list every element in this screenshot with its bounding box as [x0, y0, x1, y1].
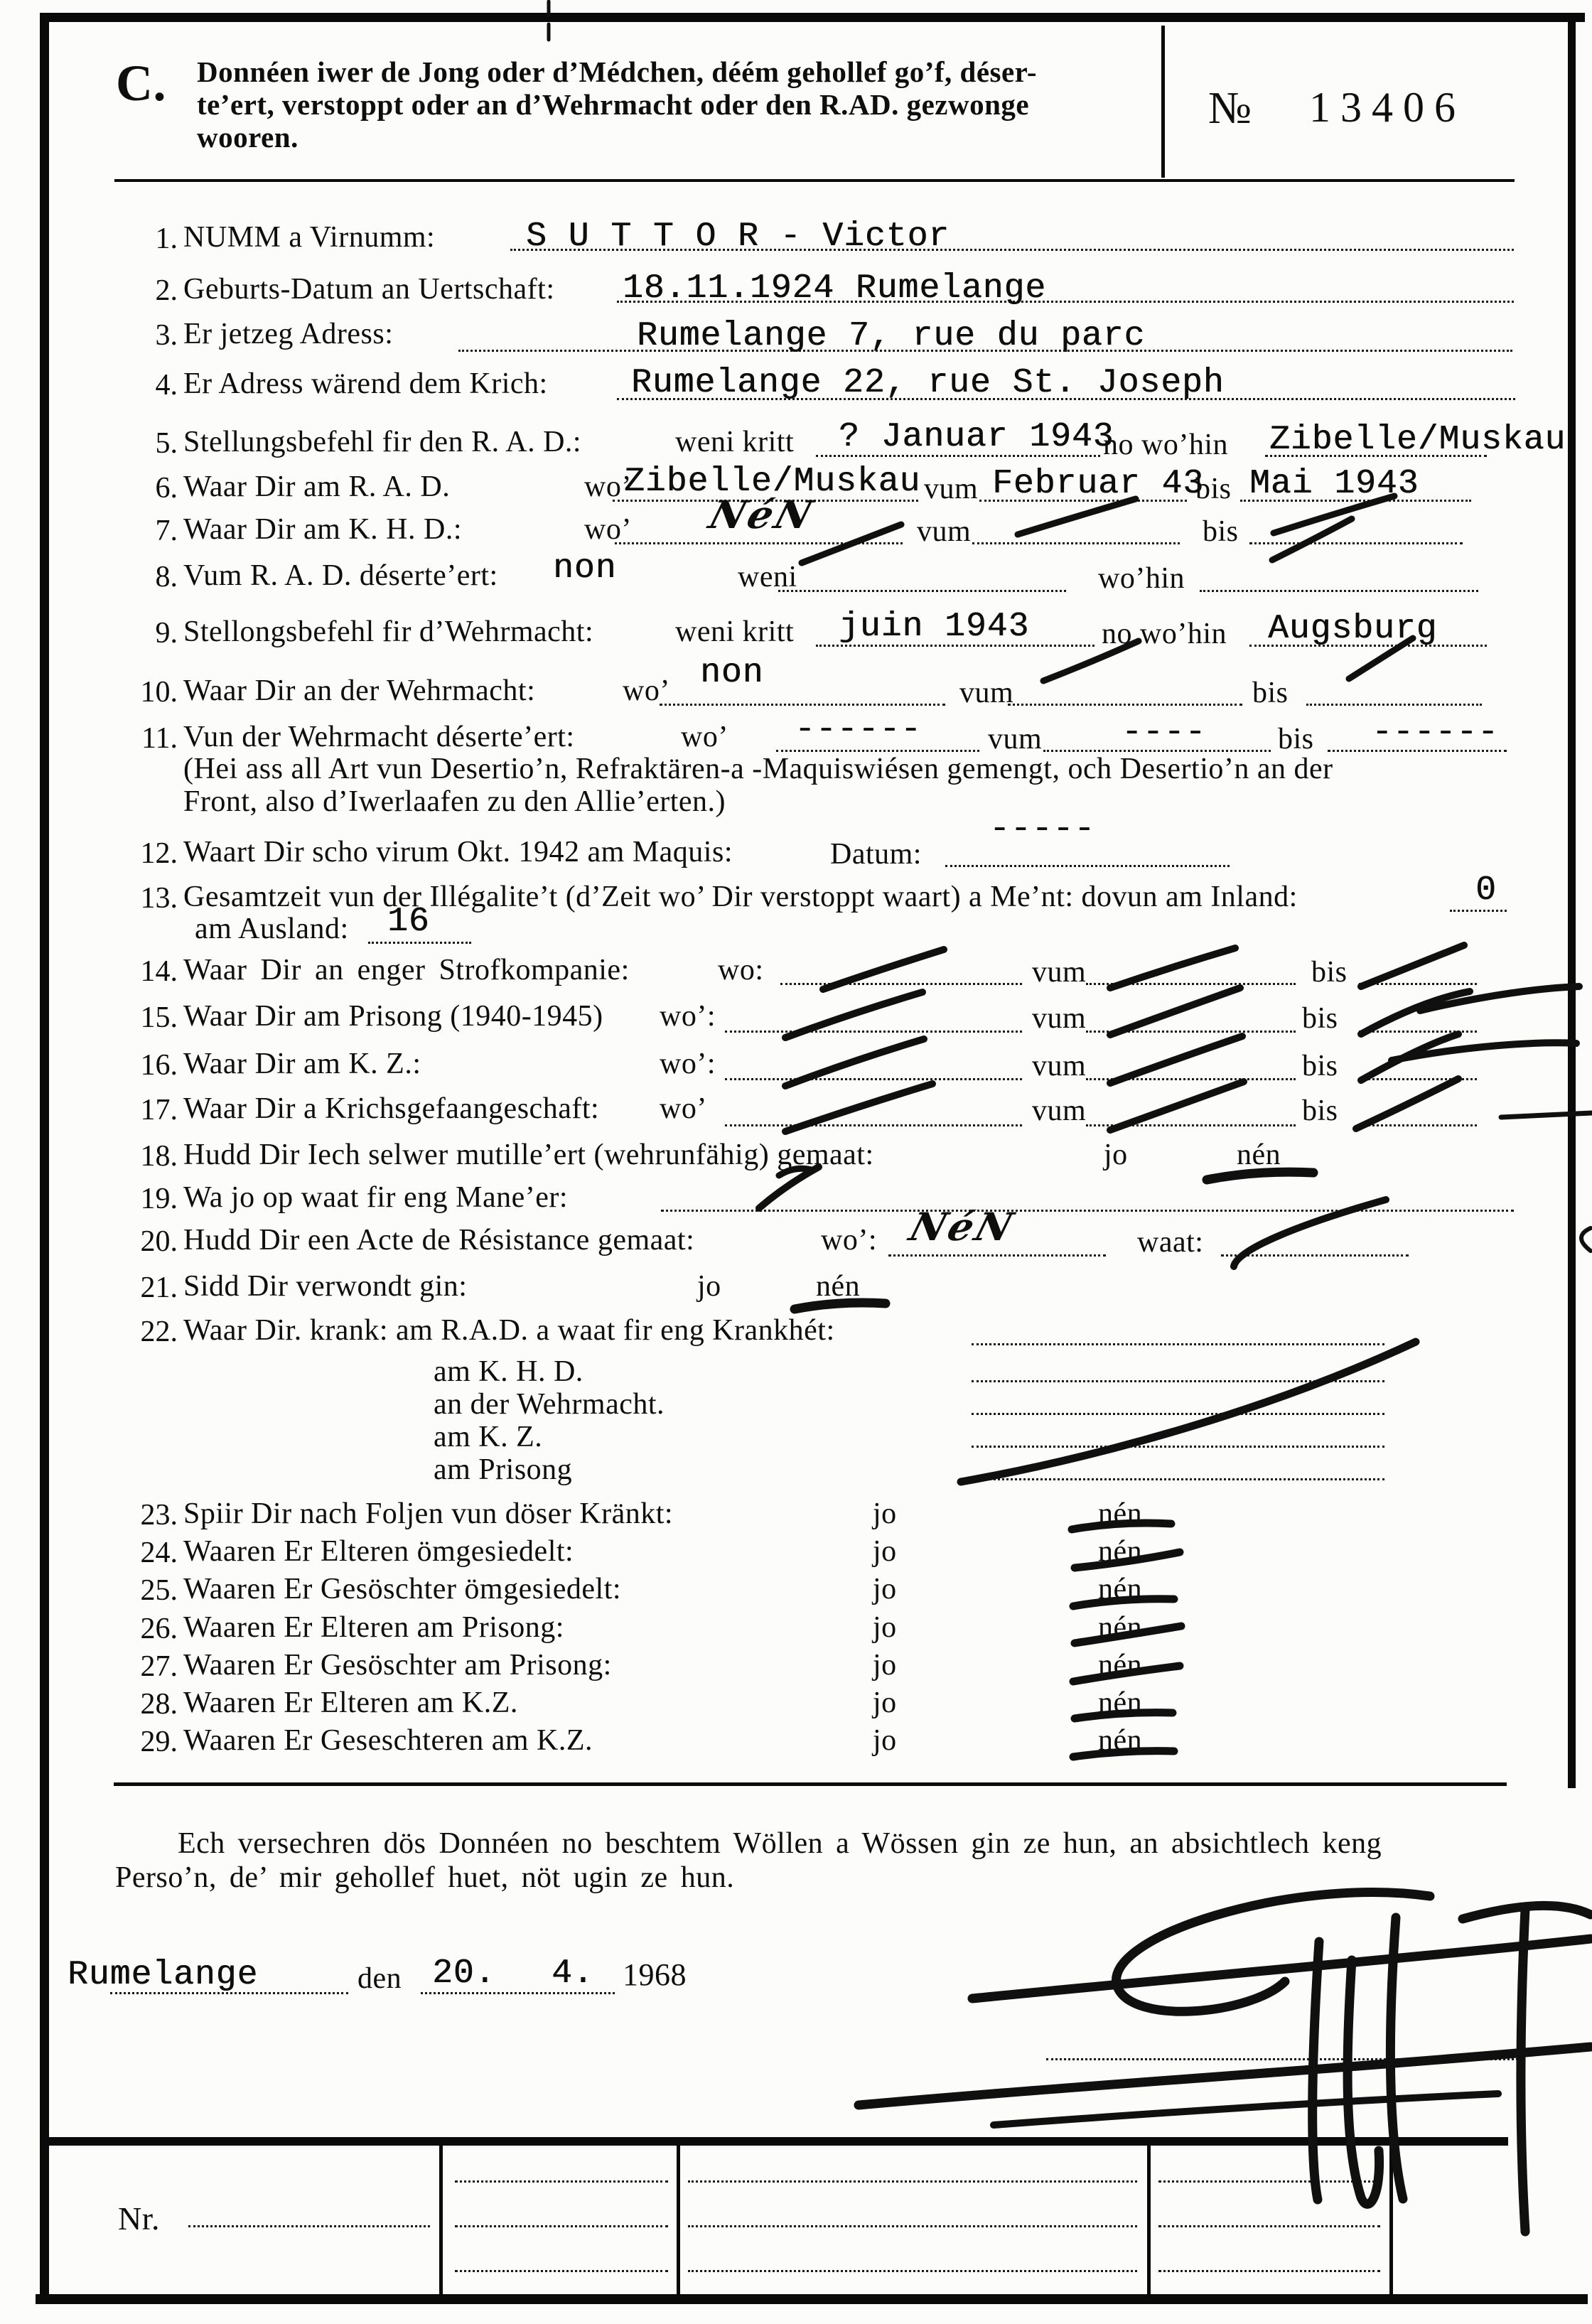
- dotted-line: [972, 1478, 1384, 1480]
- dotted-line: [688, 2225, 1137, 2227]
- item-13-number: 13.: [140, 882, 178, 915]
- section-divider: [114, 1782, 1507, 1786]
- item-14-number: 14.: [140, 955, 178, 988]
- item-16-wo: wo’:: [660, 1048, 716, 1080]
- item-5-label: Stellungsbefehl fir den R. A. D.:: [183, 426, 582, 458]
- pen-underline: [795, 1303, 886, 1309]
- item-27-nen: nén: [1098, 1649, 1143, 1682]
- form-number: 13406: [1309, 84, 1465, 131]
- item-14-vum: vum: [1032, 956, 1087, 989]
- dotted-line: [661, 1210, 1514, 1212]
- item-10-label: Waar Dir an der Wehrmacht:: [183, 674, 536, 707]
- dotted-line: [455, 2180, 668, 2183]
- item-7-bis: bis: [1203, 515, 1239, 548]
- item-2-label: Geburts-Datum an Uertschaft:: [183, 273, 555, 306]
- item-7-vum: vum: [917, 515, 972, 548]
- item-9-number: 9.: [155, 617, 178, 650]
- item-28-jo: jo: [873, 1686, 897, 1719]
- item-3-label: Er jetzeg Adress:: [183, 318, 394, 350]
- header-title-line2: te’ert, verstoppt oder an d’Wehrmacht oder den R.AD. gezwonge: [197, 88, 1030, 121]
- item-4-typed-value: Rumelange 22, rue St. Joseph: [631, 364, 1225, 402]
- header-divider: [1161, 26, 1165, 178]
- item-4-label: Er Adress wärend dem Krich:: [183, 367, 548, 400]
- item-5-typed-date: ? Januar 1943: [839, 418, 1114, 456]
- item-23-number: 23.: [140, 1499, 178, 1532]
- table-column-divider: [677, 2146, 680, 2294]
- item-15-number: 15.: [140, 1001, 178, 1034]
- dotted-line: [972, 1413, 1384, 1415]
- pen-slash: [1110, 988, 1240, 1035]
- pen-slash: [1361, 1034, 1576, 1080]
- item-6-typed-wo: Zibelle/Muskau: [624, 463, 921, 501]
- item-13-typed-ausland: 16: [387, 903, 430, 941]
- item-6-typed-bis: Mai 1943: [1249, 465, 1419, 503]
- dotted-line: [816, 645, 1094, 647]
- den-label: den: [357, 1962, 402, 1995]
- item-29-number: 29.: [140, 1726, 178, 1758]
- dotted-line: [1328, 750, 1507, 752]
- header-title-line3: wooren.: [197, 121, 298, 154]
- item-28-label: Waaren Er Elteren am K.Z.: [183, 1686, 518, 1719]
- item-10-number: 10.: [140, 676, 178, 709]
- dotted-line: [1359, 983, 1477, 985]
- item-6-bis: bis: [1195, 473, 1232, 505]
- pen-slash: [1361, 986, 1579, 1034]
- item-18-jo: jo: [1104, 1139, 1128, 1171]
- item-7-number: 7.: [155, 515, 178, 547]
- dotted-line: [972, 1380, 1384, 1382]
- dotted-line: [1359, 1124, 1477, 1126]
- item-18-label: Hudd Dir Iech selwer mutille’ert (wehrunfähig) gemaat:: [183, 1139, 874, 1171]
- left-border: [40, 14, 49, 2304]
- item-16-bis: bis: [1302, 1050, 1338, 1082]
- item-2-typed-value: 18.11.1924 Rumelange: [623, 269, 1047, 308]
- month-typed: 4.: [552, 1954, 594, 1993]
- signature-dotted-line: [1046, 2058, 1518, 2060]
- dotted-line: [1158, 2270, 1380, 2272]
- item-11-note-line2: Front, also d’Iwerlaafen zu den Allie’erten.): [183, 785, 726, 818]
- item-12-number: 12.: [140, 837, 178, 870]
- item-21-nen: nén: [816, 1270, 861, 1303]
- item-9-weni-kritt: weni kritt: [675, 615, 795, 648]
- dotted-line: [1306, 704, 1482, 706]
- dotted-line: [660, 704, 945, 706]
- item-17-label: Waar Dir a Krichsgefaangeschaft:: [183, 1092, 600, 1125]
- table-bottom-rule: [36, 2294, 1588, 2304]
- dotted-line: [1359, 1078, 1477, 1080]
- item-17-wo: wo’: [660, 1092, 707, 1125]
- item-24-number: 24.: [140, 1537, 178, 1569]
- item-26-jo: jo: [873, 1611, 897, 1644]
- item-6-typed-vum: Februar 43: [992, 465, 1205, 503]
- item-9-no-wohin: no wo’hin: [1102, 618, 1227, 650]
- item-25-jo: jo: [873, 1573, 897, 1605]
- dotted-line: [816, 455, 1100, 457]
- pen-long-curve: [961, 1342, 1416, 1482]
- item-24-label: Waaren Er Elteren ömgesiedelt:: [183, 1535, 574, 1568]
- table-column-divider: [439, 2146, 443, 2294]
- item-19-number: 19.: [140, 1183, 178, 1215]
- item-7-wo: wo’: [584, 513, 632, 546]
- item-2-number: 2.: [155, 274, 178, 307]
- item-27-jo: jo: [873, 1649, 897, 1682]
- pen-slash: [1272, 519, 1352, 560]
- item-23-label: Spiir Dir nach Foljen vun döser Kränkt:: [183, 1497, 674, 1530]
- item-8-weni: weni: [738, 561, 797, 593]
- item-10-vum: vum: [959, 677, 1014, 709]
- table-top-rule: [41, 2137, 1508, 2146]
- item-27-number: 27.: [140, 1650, 178, 1683]
- item-18-nen: nén: [1237, 1139, 1281, 1171]
- item-13-label: Gesamtzeit vun der Illégalite’t (d’Zeit wo’ Dir verstoppt waart) a Me’nt: dovun am Inland:: [183, 881, 1298, 913]
- item-15-vum: vum: [1032, 1002, 1087, 1035]
- right-margin-c-mark: [1581, 1228, 1591, 1251]
- item-1-number: 1.: [155, 222, 178, 255]
- dotted-line: [1359, 1031, 1477, 1033]
- item-21-number: 21.: [140, 1271, 178, 1304]
- item-12-label: Waart Dir scho virum Okt. 1942 am Maquis:: [183, 836, 733, 868]
- item-17-vum: vum: [1032, 1094, 1087, 1127]
- item-24-jo: jo: [873, 1535, 897, 1568]
- item-11-wo: wo’: [681, 721, 728, 753]
- item-10-bis: bis: [1252, 677, 1289, 709]
- item-6-wo: wo’: [584, 470, 632, 503]
- item-21-label: Sidd Dir verwondt gin:: [183, 1270, 468, 1303]
- item-14-wo: wo:: [718, 954, 764, 986]
- number-sign: №: [1208, 82, 1252, 133]
- item-6-number: 6.: [155, 472, 178, 505]
- item-11-bis: bis: [1278, 723, 1314, 755]
- section-letter: C.: [116, 55, 166, 112]
- item-27-label: Waaren Er Gesöschter am Prisong:: [183, 1649, 612, 1682]
- item-15-bis: bis: [1302, 1002, 1338, 1035]
- pen-slash: [1361, 945, 1464, 986]
- place-typed: Rumelange: [68, 1956, 259, 1994]
- dotted-line: [1265, 455, 1487, 457]
- item-11-number: 11.: [141, 722, 178, 755]
- item-3-typed-value: Rumelange 7, rue du parc: [637, 317, 1146, 355]
- item-20-label: Hudd Dir een Acte de Résistance gemaat:: [183, 1224, 695, 1257]
- dotted-line: [725, 1078, 1022, 1080]
- pen-slash: [1110, 948, 1235, 988]
- item-5-number: 5.: [155, 427, 178, 460]
- item-9-typed-place: Augsburg: [1268, 610, 1438, 648]
- item-6-vum: vum: [924, 473, 979, 505]
- pen-slash: [1356, 1079, 1458, 1129]
- item-20-number: 20.: [140, 1225, 178, 1258]
- item-3-number: 3.: [155, 319, 178, 352]
- item-6-label: Waar Dir am R. A. D.: [183, 470, 451, 503]
- item-13-typed-inland: 0: [1475, 871, 1497, 910]
- pen-slash: [1018, 499, 1136, 534]
- item-14-label: Waar Dir an enger Strofkompanie:: [183, 954, 630, 986]
- item-20-handwritten-nen: NéN: [904, 1204, 1021, 1249]
- item-20-wo: wo’:: [821, 1224, 877, 1257]
- dotted-line: [780, 983, 1022, 985]
- dotted-line: [1008, 704, 1242, 706]
- item-12-datum: Datum:: [830, 838, 922, 871]
- item-13-label-ausland: am Ausland:: [195, 913, 349, 945]
- item-18-number: 18.: [140, 1140, 178, 1173]
- dotted-line: [688, 2270, 1137, 2272]
- dotted-line: [1086, 983, 1296, 985]
- item-23-jo: jo: [873, 1497, 897, 1530]
- dotted-line: [1086, 1031, 1296, 1033]
- dotted-line: [972, 542, 1180, 544]
- item-25-number: 25.: [140, 1574, 178, 1607]
- item-8-typed-value: non: [553, 549, 617, 588]
- item-17-bis: bis: [1302, 1094, 1338, 1127]
- item-11-typed-dashes: ----: [1122, 714, 1207, 752]
- item-16-number: 16.: [140, 1049, 178, 1082]
- dotted-line: [725, 1124, 1022, 1126]
- table-column-divider: [1389, 2146, 1393, 2294]
- dotted-line: [455, 2270, 668, 2272]
- dotted-line: [455, 2225, 668, 2227]
- dotted-line: [110, 1992, 348, 1994]
- pen-underline: [1207, 1172, 1313, 1180]
- dotted-line: [888, 1254, 1106, 1257]
- item-29-label: Waaren Er Geseschteren am K.Z.: [183, 1724, 593, 1757]
- item-23-nen: nén: [1098, 1497, 1143, 1530]
- dotted-line: [188, 2225, 430, 2227]
- dotted-line: [1043, 750, 1271, 752]
- item-29-nen: nén: [1098, 1724, 1143, 1757]
- item-8-wohin: wo’hin: [1098, 562, 1185, 595]
- dotted-line: [421, 1992, 615, 1994]
- dotted-line: [1240, 500, 1471, 502]
- dotted-line: [688, 2180, 1137, 2183]
- dotted-line: [945, 865, 1230, 867]
- dotted-line: [778, 590, 1066, 592]
- pen-slash: [1110, 1036, 1242, 1083]
- dotted-line: [1200, 590, 1478, 592]
- item-22-number: 22.: [140, 1316, 178, 1348]
- item-5-typed-place: Zibelle/Muskau: [1269, 421, 1566, 459]
- item-10-typed-value: non: [700, 654, 764, 692]
- item-12-typed-dashes: -----: [989, 810, 1096, 849]
- item-7-handwritten-nen: NéN: [704, 492, 821, 537]
- dotted-line: [776, 750, 979, 752]
- dotted-line: [1158, 2180, 1380, 2183]
- item-9-typed-date: juin 1943: [839, 608, 1030, 646]
- year-label: 1968: [623, 1957, 687, 1992]
- table-column-divider: [1147, 2146, 1151, 2294]
- item-4-number: 4.: [155, 369, 178, 402]
- item-22-sub4: am Prisong: [434, 1453, 573, 1486]
- item-11-vum: vum: [988, 723, 1043, 755]
- item-8-number: 8.: [155, 561, 178, 593]
- item-28-nen: nén: [1098, 1686, 1143, 1719]
- dotted-line: [725, 1031, 1022, 1033]
- item-11-typed-dashes: ------: [1372, 714, 1499, 752]
- item-14-bis: bis: [1311, 956, 1348, 989]
- item-16-vum: vum: [1032, 1050, 1087, 1082]
- declaration-line2: Perso’n, de’ mir gehollef huet, nöt ugin ze hun.: [115, 1861, 735, 1894]
- dotted-line: [1249, 542, 1463, 544]
- item-5-weni-kritt: weni kritt: [675, 426, 795, 458]
- item-24-nen: nén: [1098, 1535, 1143, 1568]
- item-11-note-line1: (Hei ass all Art vun Desertio’n, Refraktären-a -Maquiswiésen gemengt, och Desertio’n an der: [183, 753, 1333, 785]
- item-17-number: 17.: [140, 1094, 178, 1126]
- item-29-jo: jo: [873, 1724, 897, 1757]
- item-21-jo: jo: [697, 1270, 721, 1303]
- pen-slash: [1110, 1082, 1244, 1130]
- item-10-wo: wo’: [623, 674, 670, 707]
- item-26-number: 26.: [140, 1613, 178, 1645]
- top-border: [40, 13, 1585, 22]
- right-margin-cross: [1501, 1113, 1592, 1117]
- item-26-nen: nén: [1098, 1611, 1143, 1644]
- dotted-line: [1249, 645, 1487, 647]
- item-9-label: Stellongsbefehl fir d’Wehrmacht:: [183, 615, 594, 648]
- dotted-line: [1086, 1078, 1296, 1080]
- item-11-typed-dashes: ------: [795, 711, 922, 749]
- item-25-nen: nén: [1098, 1573, 1143, 1605]
- dotted-line: [1158, 2225, 1380, 2227]
- item-22-sub2: an der Wehrmacht.: [434, 1388, 665, 1421]
- item-20-waat: waat:: [1137, 1226, 1204, 1259]
- item-15-wo: wo’:: [660, 1000, 716, 1033]
- item-8-label: Vum R. A. D. déserte’ert:: [183, 559, 498, 592]
- dotted-line: [1221, 1254, 1409, 1257]
- item-16-label: Waar Dir am K. Z.:: [183, 1048, 421, 1080]
- item-22-sub1: am K. H. D.: [434, 1355, 583, 1388]
- item-5-no-wohin: no wo’hin: [1103, 429, 1228, 461]
- item-1-label: NUMM a Virnumm:: [183, 221, 436, 254]
- declaration-line1: Ech versechren dös Donnéen no beschtem Wöllen a Wössen gin ze hun, an absichtlech keng: [178, 1827, 1382, 1860]
- dotted-line: [972, 1446, 1384, 1448]
- header-rule: [114, 179, 1515, 182]
- dotted-line: [1450, 910, 1507, 912]
- dotted-line: [972, 1343, 1384, 1345]
- item-26-label: Waaren Er Elteren am Prisong:: [183, 1611, 564, 1644]
- day-typed: 20.: [432, 1954, 496, 1993]
- item-28-number: 28.: [140, 1688, 178, 1721]
- nr-label: Nr.: [118, 2200, 160, 2237]
- dotted-line: [979, 500, 1187, 502]
- item-22-label: Waar Dir. krank: am R.A.D. a waat fir eng Krankhét:: [183, 1314, 835, 1347]
- header-title-line1: Donnéen iwer de Jong oder d’Médchen, déém gehollef go’f, déser-: [197, 55, 1038, 88]
- dotted-line: [615, 542, 903, 544]
- item-22-sub3: am K. Z.: [434, 1421, 543, 1453]
- pen-slash: [759, 1167, 819, 1208]
- item-1-typed-value: S U T T O R - Victor: [526, 217, 950, 256]
- dotted-line: [368, 942, 471, 944]
- right-border: [1568, 21, 1576, 1788]
- dotted-line: [1086, 1124, 1296, 1126]
- item-7-label: Waar Dir am K. H. D.:: [183, 513, 463, 546]
- item-25-label: Waaren Er Gesöschter ömgesiedelt:: [183, 1573, 622, 1605]
- item-15-label: Waar Dir am Prisong (1940-1945): [183, 1000, 603, 1033]
- item-19-label: Wa jo op waat fir eng Mane’er:: [183, 1181, 569, 1214]
- item-11-label: Vun der Wehrmacht déserte’ert:: [183, 721, 575, 753]
